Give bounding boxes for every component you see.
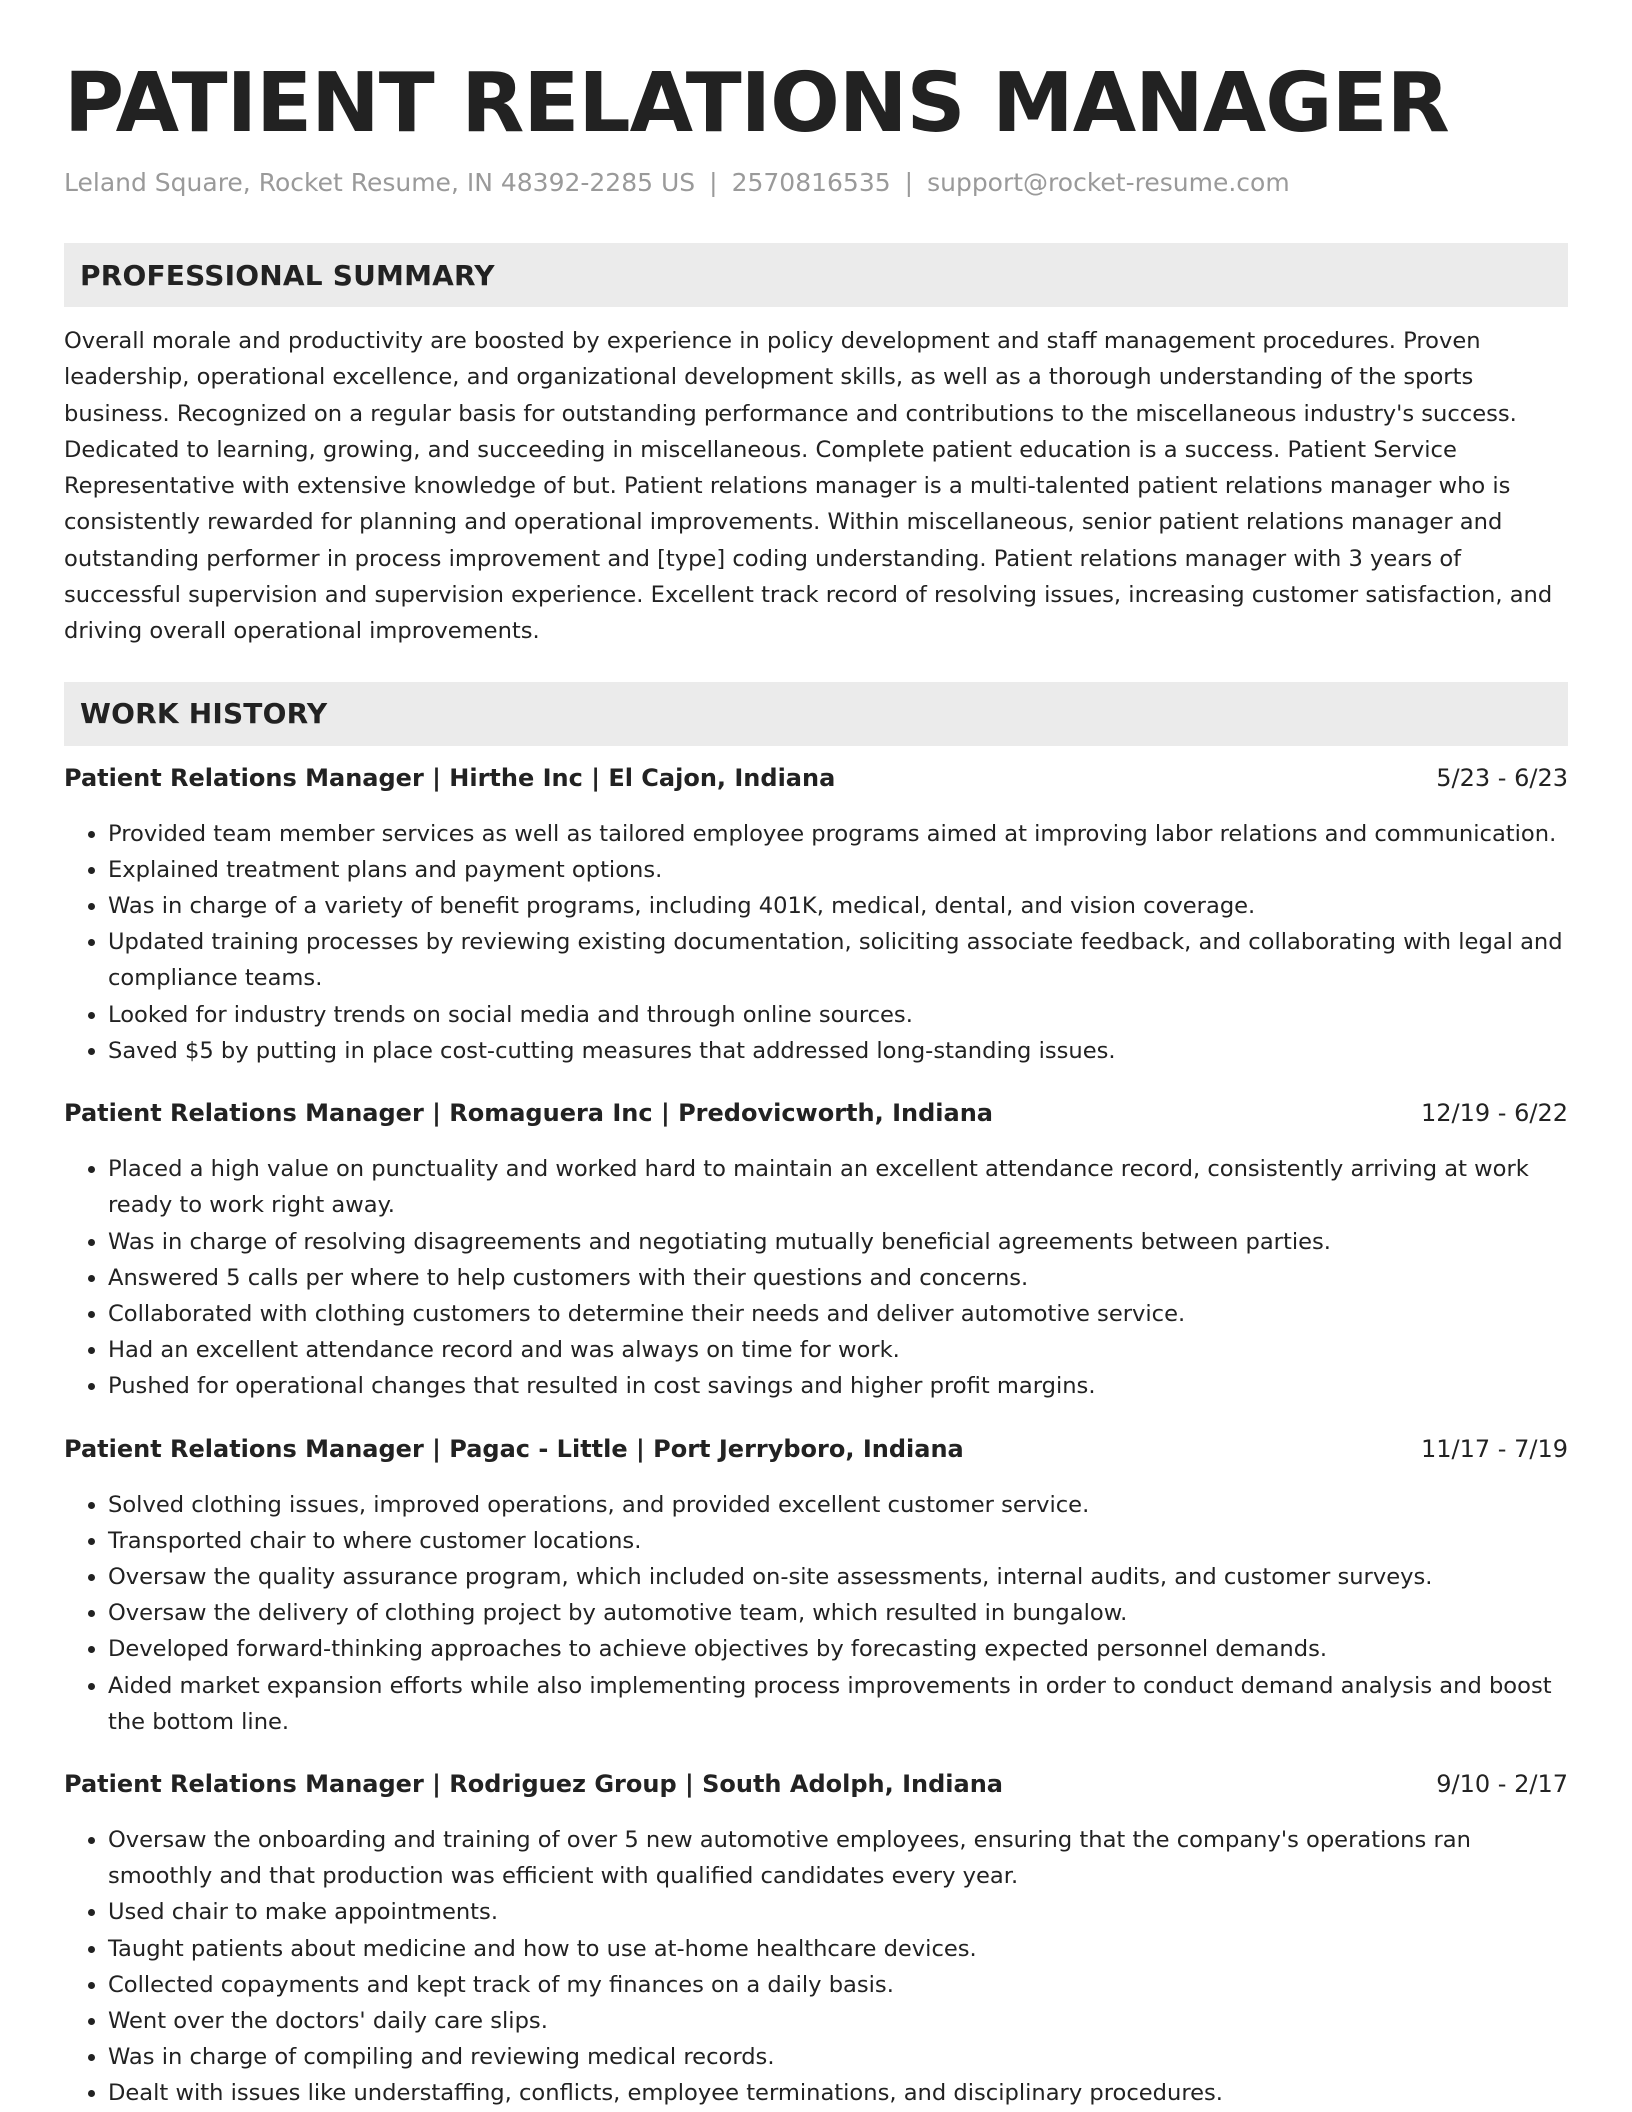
contact-line [64, 166, 1568, 200]
job-dates: 5/23 - 6/23 [1436, 763, 1568, 792]
job-entry [64, 1435, 1568, 1740]
job-header [64, 764, 1568, 800]
job-bullet: • Went over the doctors' daily care slips. [108, 2003, 1568, 2039]
work-history-section [64, 682, 1568, 2112]
summary-paragraph: Overall morale and productivity are boosted by experience in policy development and staff management procedures. Proven leadership, operational excellence, and organizational development skills, as well as a thorough understanding of the sports business. Recognized on a regular basis for outstanding performance and contributions to the miscellaneous industry's success. Dedicated to learning, growing, and succeeding in miscellaneous. Complete patient education is a success. Patient Service Representative with extensive knowledge of but. Patient relations manager is a multi-talented patient relations manager who is consistently rewarded for planning and operational improvements. Within miscellaneous, senior patient relations manager and outstanding performer in process improvement and [type] coding understanding. Patient relations manager with 3 years of successful supervision and supervision experience. Excellent track record of resolving issues, increasing customer satisfaction, and driving overall operational improvements. [64, 328, 1553, 645]
job-bullet: • Looked for industry trends on social media and through online sources. [108, 997, 1568, 1033]
job-bullet-list [64, 1487, 1568, 1740]
job-bullet-list [64, 1151, 1568, 1404]
job-dates: 12/19 - 6/22 [1421, 1099, 1568, 1128]
job-entry [64, 764, 1568, 1069]
job-bullet: • Taught patients about medicine and how to use at-home healthcare devices. [108, 1931, 1568, 1967]
job-bullet: • Was in charge of a variety of benefit programs, including 401K, medical, dental, and vision coverage. [108, 888, 1568, 924]
job-header [64, 1435, 1568, 1471]
resume-page [64, 0, 1568, 2112]
job-entry [64, 1099, 1568, 1404]
contact-separator: | [709, 168, 718, 197]
section-heading-bar [64, 682, 1568, 746]
contact-email: support@rocket-resume.com [927, 168, 1290, 197]
job-entry [64, 1770, 1568, 2112]
job-title: Patient Relations Manager | Hirthe Inc | El Cajon, Indiana [64, 763, 836, 792]
job-bullet: • Aided market expansion efforts while also implementing process improvements in order to conduct demand analysis and boost the bottom line. [108, 1668, 1568, 1740]
job-bullet-list [64, 816, 1568, 1069]
job-bullet: • Oversaw the delivery of clothing project by automotive team, which resulted in bungalow. [108, 1595, 1568, 1631]
job-title: Patient Relations Manager | Pagac - Little | Port Jerryboro, Indiana [64, 1434, 964, 1463]
job-bullet: • Developed forward-thinking approaches to achieve objectives by forecasting expected personnel demands. [108, 1631, 1568, 1667]
section-heading-work-history: WORK HISTORY [80, 697, 328, 731]
contact-phone: 2570816535 [731, 168, 891, 197]
job-title: Patient Relations Manager | Romaguera Inc | Predovicworth, Indiana [64, 1099, 993, 1128]
job-title: Patient Relations Manager | Rodriguez Group | South Adolph, Indiana [64, 1769, 1003, 1798]
job-bullet: • Pushed for operational changes that resulted in cost savings and higher profit margins. [108, 1368, 1568, 1404]
job-bullet: • Had an excellent attendance record and was always on time for work. [108, 1332, 1568, 1368]
professional-summary-section [64, 243, 1568, 650]
candidate-name: PATIENT RELATIONS MANAGER [64, 56, 1449, 151]
job-bullet: • Explained treatment plans and payment options. [108, 852, 1568, 888]
job-bullet: • Dealt with issues like understaffing, conflicts, employee terminations, and disciplinary procedures. [108, 2075, 1568, 2111]
job-dates: 11/17 - 7/19 [1421, 1434, 1568, 1463]
job-bullet: • Placed a high value on punctuality and worked hard to maintain an excellent attendance record, consistently arriving at work ready to work right away. [108, 1151, 1568, 1223]
job-bullet: • Was in charge of resolving disagreements and negotiating mutually beneficial agreements between parties. [108, 1224, 1568, 1260]
job-bullet: • Saved $5 by putting in place cost-cutting measures that addressed long-standing issues. [108, 1033, 1568, 1069]
job-bullet: • Solved clothing issues, improved operations, and provided excellent customer service. [108, 1487, 1568, 1523]
job-bullet: • Oversaw the quality assurance program, which included on-site assessments, internal audits, and customer surveys. [108, 1559, 1568, 1595]
job-header [64, 1770, 1568, 1806]
job-bullet-list [64, 1822, 1568, 2112]
section-heading-bar [64, 243, 1568, 307]
contact-address: Leland Square, Rocket Resume, IN 48392-2285 US [64, 168, 696, 197]
job-bullet: • Provided team member services as well as tailored employee programs aimed at improving labor relations and communication. [108, 816, 1568, 852]
job-dates: 9/10 - 2/17 [1436, 1769, 1568, 1798]
contact-separator: | [904, 168, 914, 197]
section-heading-summary: PROFESSIONAL SUMMARY [80, 258, 495, 292]
job-bullet: • Oversaw the onboarding and training of over 5 new automotive employees, ensuring that the company's operations ran smoothly and that production was efficient with qualified candidates every year. [108, 1822, 1568, 1894]
job-bullet: • Collected copayments and kept track of my finances on a daily basis. [108, 1967, 1568, 2003]
job-bullet: • Transported chair to where customer locations. [108, 1523, 1568, 1559]
job-header [64, 1099, 1568, 1135]
job-bullet: • Collaborated with clothing customers to determine their needs and deliver automotive service. [108, 1296, 1568, 1332]
job-bullet: • Updated training processes by reviewing existing documentation, soliciting associate feedback, and collaborating with legal and compliance teams. [108, 924, 1568, 996]
job-bullet: • Was in charge of compiling and reviewing medical records. [108, 2039, 1568, 2075]
job-bullet: • Answered 5 calls per where to help customers with their questions and concerns. [108, 1260, 1568, 1296]
job-bullet: • Used chair to make appointments. [108, 1894, 1568, 1930]
